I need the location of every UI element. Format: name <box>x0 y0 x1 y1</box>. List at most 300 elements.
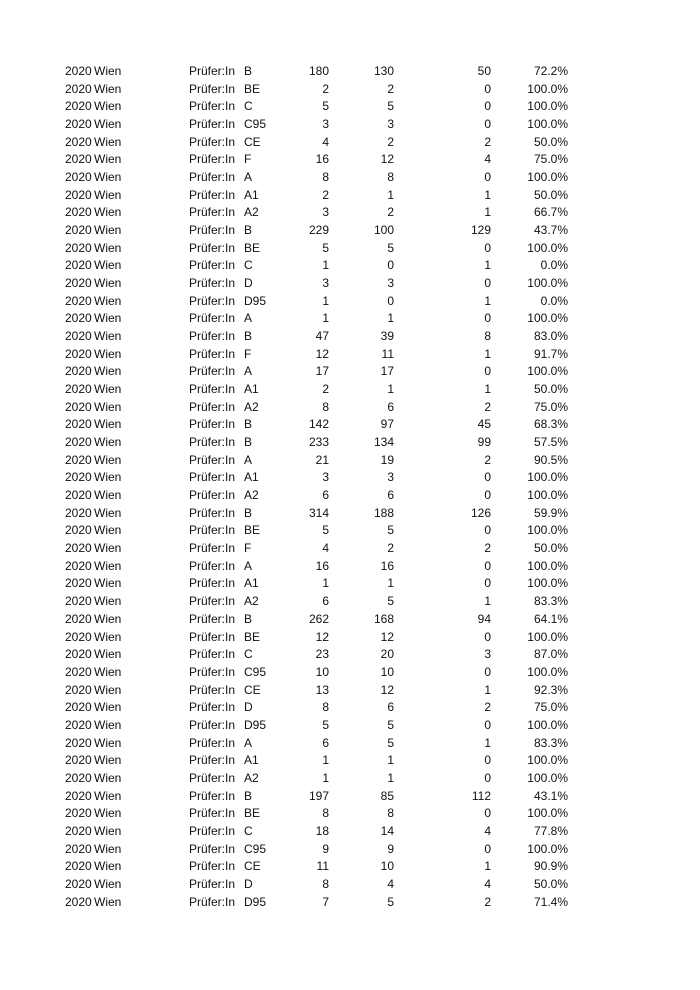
pass-rate-cell: 100.0% <box>527 81 568 96</box>
role-cell: Prüfer:In <box>189 594 236 609</box>
table-row <box>0 752 700 770</box>
license-class-cell: B <box>244 611 253 626</box>
total-count-cell: 314 <box>308 505 329 520</box>
table-row <box>0 63 700 81</box>
total-count-cell: 229 <box>308 223 329 238</box>
license-class-cell: A <box>244 735 253 750</box>
table-row <box>0 540 700 558</box>
city-cell: Wien <box>94 170 122 185</box>
failed-count-cell: 0 <box>484 576 491 591</box>
passed-count-cell: 1 <box>387 187 394 202</box>
role-cell: Prüfer:In <box>189 399 236 414</box>
total-count-cell: 47 <box>315 329 329 344</box>
city-cell: Wien <box>94 558 122 573</box>
table-row <box>0 593 700 611</box>
pass-rate-cell: 83.3% <box>533 594 568 609</box>
role-cell: Prüfer:In <box>189 876 236 891</box>
license-class-cell: B <box>244 329 253 344</box>
pass-rate-cell: 71.4% <box>533 894 568 909</box>
pass-rate-cell: 50.0% <box>533 541 568 556</box>
license-class-cell: D95 <box>244 717 267 732</box>
total-count-cell: 197 <box>308 788 329 803</box>
city-cell: Wien <box>94 664 122 679</box>
role-cell: Prüfer:In <box>189 81 236 96</box>
table-row <box>0 275 700 293</box>
table-row <box>0 735 700 753</box>
license-class-cell: C <box>244 647 253 662</box>
city-cell: Wien <box>94 435 122 450</box>
failed-count-cell: 0 <box>484 753 491 768</box>
role-cell: Prüfer:In <box>189 134 236 149</box>
failed-count-cell: 94 <box>477 611 491 626</box>
table-row <box>0 328 700 346</box>
pass-rate-cell: 100.0% <box>527 753 568 768</box>
role-cell: Prüfer:In <box>189 523 236 538</box>
role-cell: Prüfer:In <box>189 576 236 591</box>
city-cell: Wien <box>94 841 122 856</box>
table-row <box>0 717 700 735</box>
license-class-cell: A2 <box>244 488 259 503</box>
passed-count-cell: 188 <box>373 505 394 520</box>
license-class-cell: BE <box>244 81 261 96</box>
failed-count-cell: 0 <box>484 523 491 538</box>
total-count-cell: 5 <box>322 240 329 255</box>
passed-count-cell: 12 <box>380 152 394 167</box>
pass-rate-cell: 100.0% <box>527 276 568 291</box>
failed-count-cell: 0 <box>484 558 491 573</box>
city-cell: Wien <box>94 894 122 909</box>
license-class-cell: C95 <box>244 841 267 856</box>
year-cell: 2020 <box>65 682 92 697</box>
year-cell: 2020 <box>65 134 92 149</box>
city-cell: Wien <box>94 717 122 732</box>
license-class-cell: BE <box>244 806 261 821</box>
city-cell: Wien <box>94 700 122 715</box>
role-cell: Prüfer:In <box>189 329 236 344</box>
table-row <box>0 841 700 859</box>
table-row <box>0 81 700 99</box>
year-cell: 2020 <box>65 293 92 308</box>
city-cell: Wien <box>94 576 122 591</box>
license-class-cell: BE <box>244 240 261 255</box>
city-cell: Wien <box>94 806 122 821</box>
failed-count-cell: 2 <box>484 399 491 414</box>
failed-count-cell: 0 <box>484 311 491 326</box>
total-count-cell: 2 <box>322 81 329 96</box>
table-row <box>0 664 700 682</box>
year-cell: 2020 <box>65 117 92 132</box>
license-class-cell: A1 <box>244 382 259 397</box>
passed-count-cell: 12 <box>380 682 394 697</box>
role-cell: Prüfer:In <box>189 276 236 291</box>
table-row <box>0 770 700 788</box>
role-cell: Prüfer:In <box>189 806 236 821</box>
city-cell: Wien <box>94 293 122 308</box>
failed-count-cell: 0 <box>484 770 491 785</box>
city-cell: Wien <box>94 205 122 220</box>
total-count-cell: 16 <box>315 152 329 167</box>
pass-rate-cell: 43.7% <box>533 223 568 238</box>
role-cell: Prüfer:In <box>189 823 236 838</box>
pass-rate-cell: 100.0% <box>527 664 568 679</box>
pass-rate-cell: 100.0% <box>527 717 568 732</box>
pass-rate-cell: 64.1% <box>533 611 568 626</box>
passed-count-cell: 9 <box>387 841 394 856</box>
total-count-cell: 17 <box>315 364 329 379</box>
pass-rate-cell: 43.1% <box>533 788 568 803</box>
failed-count-cell: 0 <box>484 170 491 185</box>
passed-count-cell: 97 <box>380 417 394 432</box>
table-row <box>0 98 700 116</box>
license-class-cell: B <box>244 64 253 78</box>
license-class-cell: A1 <box>244 753 259 768</box>
role-cell: Prüfer:In <box>189 682 236 697</box>
pass-rate-cell: 50.0% <box>533 134 568 149</box>
table-row <box>0 575 700 593</box>
total-count-cell: 4 <box>322 134 329 149</box>
role-cell: Prüfer:In <box>189 452 236 467</box>
total-count-cell: 3 <box>322 276 329 291</box>
city-cell: Wien <box>94 417 122 432</box>
table-row <box>0 293 700 311</box>
year-cell: 2020 <box>65 99 92 114</box>
pass-rate-cell: 100.0% <box>527 99 568 114</box>
table-row <box>0 788 700 806</box>
city-cell: Wien <box>94 134 122 149</box>
pass-rate-cell: 75.0% <box>533 399 568 414</box>
license-class-cell: A <box>244 558 253 573</box>
failed-count-cell: 45 <box>477 417 491 432</box>
failed-count-cell: 0 <box>484 470 491 485</box>
failed-count-cell: 0 <box>484 629 491 644</box>
failed-count-cell: 0 <box>484 488 491 503</box>
passed-count-cell: 17 <box>380 364 394 379</box>
table-row <box>0 629 700 647</box>
pass-rate-cell: 50.0% <box>533 876 568 891</box>
license-class-cell: A2 <box>244 399 259 414</box>
city-cell: Wien <box>94 187 122 202</box>
total-count-cell: 1 <box>322 770 329 785</box>
city-cell: Wien <box>94 364 122 379</box>
pass-rate-cell: 50.0% <box>533 187 568 202</box>
role-cell: Prüfer:In <box>189 859 236 874</box>
passed-count-cell: 5 <box>387 735 394 750</box>
year-cell: 2020 <box>65 64 92 78</box>
total-count-cell: 6 <box>322 735 329 750</box>
pass-rate-cell: 66.7% <box>533 205 568 220</box>
role-cell: Prüfer:In <box>189 435 236 450</box>
failed-count-cell: 2 <box>484 452 491 467</box>
passed-count-cell: 1 <box>387 311 394 326</box>
city-cell: Wien <box>94 223 122 238</box>
total-count-cell: 233 <box>308 435 329 450</box>
pass-rate-cell: 100.0% <box>527 240 568 255</box>
pass-rate-cell: 100.0% <box>527 806 568 821</box>
total-count-cell: 142 <box>308 417 329 432</box>
pass-rate-cell: 90.9% <box>533 859 568 874</box>
role-cell: Prüfer:In <box>189 611 236 626</box>
year-cell: 2020 <box>65 841 92 856</box>
year-cell: 2020 <box>65 382 92 397</box>
year-cell: 2020 <box>65 435 92 450</box>
city-cell: Wien <box>94 488 122 503</box>
year-cell: 2020 <box>65 346 92 361</box>
passed-count-cell: 8 <box>387 170 394 185</box>
city-cell: Wien <box>94 770 122 785</box>
table-row <box>0 257 700 275</box>
table-row <box>0 363 700 381</box>
total-count-cell: 3 <box>322 205 329 220</box>
role-cell: Prüfer:In <box>189 558 236 573</box>
role-cell: Prüfer:In <box>189 117 236 132</box>
passed-count-cell: 5 <box>387 523 394 538</box>
failed-count-cell: 1 <box>484 187 491 202</box>
city-cell: Wien <box>94 594 122 609</box>
table-row <box>0 505 700 523</box>
passed-count-cell: 5 <box>387 717 394 732</box>
failed-count-cell: 2 <box>484 134 491 149</box>
table-row <box>0 169 700 187</box>
failed-count-cell: 1 <box>484 682 491 697</box>
total-count-cell: 9 <box>322 841 329 856</box>
city-cell: Wien <box>94 611 122 626</box>
license-class-cell: B <box>244 505 253 520</box>
table-row <box>0 699 700 717</box>
license-class-cell: A2 <box>244 770 259 785</box>
year-cell: 2020 <box>65 859 92 874</box>
passed-count-cell: 12 <box>380 629 394 644</box>
role-cell: Prüfer:In <box>189 99 236 114</box>
passed-count-cell: 4 <box>387 876 394 891</box>
failed-count-cell: 4 <box>484 823 491 838</box>
license-class-cell: A2 <box>244 594 259 609</box>
year-cell: 2020 <box>65 753 92 768</box>
passed-count-cell: 0 <box>387 293 394 308</box>
license-class-cell: C <box>244 258 253 273</box>
city-cell: Wien <box>94 523 122 538</box>
total-count-cell: 11 <box>316 859 329 874</box>
passed-count-cell: 1 <box>387 770 394 785</box>
year-cell: 2020 <box>65 81 92 96</box>
role-cell: Prüfer:In <box>189 488 236 503</box>
total-count-cell: 8 <box>322 700 329 715</box>
failed-count-cell: 0 <box>484 240 491 255</box>
city-cell: Wien <box>94 452 122 467</box>
failed-count-cell: 1 <box>484 594 491 609</box>
year-cell: 2020 <box>65 735 92 750</box>
year-cell: 2020 <box>65 523 92 538</box>
total-count-cell: 5 <box>322 717 329 732</box>
total-count-cell: 8 <box>322 399 329 414</box>
role-cell: Prüfer:In <box>189 187 236 202</box>
failed-count-cell: 1 <box>484 382 491 397</box>
license-class-cell: D <box>244 700 253 715</box>
year-cell: 2020 <box>65 576 92 591</box>
year-cell: 2020 <box>65 152 92 167</box>
pass-rate-cell: 83.3% <box>533 735 568 750</box>
license-class-cell: CE <box>244 859 261 874</box>
passed-count-cell: 1 <box>387 382 394 397</box>
total-count-cell: 1 <box>322 293 329 308</box>
table-row <box>0 682 700 700</box>
city-cell: Wien <box>94 346 122 361</box>
passed-count-cell: 1 <box>387 576 394 591</box>
year-cell: 2020 <box>65 647 92 662</box>
total-count-cell: 1 <box>322 311 329 326</box>
year-cell: 2020 <box>65 894 92 909</box>
pass-rate-cell: 0.0% <box>540 293 568 308</box>
city-cell: Wien <box>94 470 122 485</box>
pass-rate-cell: 68.3% <box>533 417 568 432</box>
pass-rate-cell: 100.0% <box>527 117 568 132</box>
role-cell: Prüfer:In <box>189 541 236 556</box>
city-cell: Wien <box>94 240 122 255</box>
license-class-cell: CE <box>244 682 261 697</box>
table-row <box>0 116 700 134</box>
license-class-cell: F <box>244 152 252 167</box>
role-cell: Prüfer:In <box>189 223 236 238</box>
license-class-cell: A1 <box>244 187 259 202</box>
table-row <box>0 858 700 876</box>
year-cell: 2020 <box>65 629 92 644</box>
year-cell: 2020 <box>65 276 92 291</box>
year-cell: 2020 <box>65 417 92 432</box>
city-cell: Wien <box>94 329 122 344</box>
pass-rate-cell: 100.0% <box>527 488 568 503</box>
total-count-cell: 7 <box>322 894 329 909</box>
data-table <box>0 63 700 911</box>
city-cell: Wien <box>94 505 122 520</box>
license-class-cell: A2 <box>244 205 259 220</box>
license-class-cell: C95 <box>244 664 267 679</box>
license-class-cell: BE <box>244 629 261 644</box>
license-class-cell: F <box>244 541 252 556</box>
failed-count-cell: 0 <box>484 806 491 821</box>
pass-rate-cell: 72.2% <box>533 64 568 78</box>
city-cell: Wien <box>94 311 122 326</box>
failed-count-cell: 0 <box>484 841 491 856</box>
role-cell: Prüfer:In <box>189 64 236 78</box>
total-count-cell: 8 <box>322 170 329 185</box>
table-row <box>0 151 700 169</box>
license-class-cell: D95 <box>244 293 267 308</box>
city-cell: Wien <box>94 399 122 414</box>
table-row <box>0 381 700 399</box>
pass-rate-cell: 59.9% <box>533 505 568 520</box>
role-cell: Prüfer:In <box>189 382 236 397</box>
role-cell: Prüfer:In <box>189 258 236 273</box>
total-count-cell: 8 <box>322 876 329 891</box>
license-class-cell: BE <box>244 523 261 538</box>
year-cell: 2020 <box>65 205 92 220</box>
city-cell: Wien <box>94 647 122 662</box>
year-cell: 2020 <box>65 311 92 326</box>
passed-count-cell: 130 <box>373 64 394 78</box>
failed-count-cell: 2 <box>484 541 491 556</box>
passed-count-cell: 168 <box>373 611 394 626</box>
total-count-cell: 6 <box>322 488 329 503</box>
pass-rate-cell: 90.5% <box>533 452 568 467</box>
year-cell: 2020 <box>65 770 92 785</box>
passed-count-cell: 10 <box>380 664 394 679</box>
pass-rate-cell: 92.3% <box>533 682 568 697</box>
pass-rate-cell: 100.0% <box>527 629 568 644</box>
role-cell: Prüfer:In <box>189 346 236 361</box>
failed-count-cell: 0 <box>484 664 491 679</box>
year-cell: 2020 <box>65 223 92 238</box>
passed-count-cell: 1 <box>387 753 394 768</box>
total-count-cell: 1 <box>322 576 329 591</box>
city-cell: Wien <box>94 258 122 273</box>
year-cell: 2020 <box>65 240 92 255</box>
year-cell: 2020 <box>65 876 92 891</box>
role-cell: Prüfer:In <box>189 417 236 432</box>
license-class-cell: A1 <box>244 576 259 591</box>
table-row <box>0 399 700 417</box>
license-class-cell: B <box>244 223 253 238</box>
passed-count-cell: 100 <box>373 223 394 238</box>
failed-count-cell: 50 <box>477 64 491 78</box>
failed-count-cell: 3 <box>484 647 491 662</box>
failed-count-cell: 1 <box>484 859 491 874</box>
role-cell: Prüfer:In <box>189 841 236 856</box>
role-cell: Prüfer:In <box>189 364 236 379</box>
passed-count-cell: 5 <box>387 594 394 609</box>
pass-rate-cell: 87.0% <box>533 647 568 662</box>
total-count-cell: 8 <box>322 806 329 821</box>
role-cell: Prüfer:In <box>189 170 236 185</box>
failed-count-cell: 2 <box>484 700 491 715</box>
table-row <box>0 240 700 258</box>
license-class-cell: D <box>244 876 253 891</box>
role-cell: Prüfer:In <box>189 770 236 785</box>
passed-count-cell: 0 <box>387 258 394 273</box>
pass-rate-cell: 100.0% <box>527 470 568 485</box>
year-cell: 2020 <box>65 488 92 503</box>
passed-count-cell: 5 <box>387 894 394 909</box>
failed-count-cell: 2 <box>484 894 491 909</box>
city-cell: Wien <box>94 541 122 556</box>
table-row <box>0 876 700 894</box>
license-class-cell: B <box>244 435 253 450</box>
total-count-cell: 16 <box>315 558 329 573</box>
total-count-cell: 6 <box>322 594 329 609</box>
total-count-cell: 4 <box>322 541 329 556</box>
role-cell: Prüfer:In <box>189 152 236 167</box>
city-cell: Wien <box>94 152 122 167</box>
total-count-cell: 5 <box>322 523 329 538</box>
city-cell: Wien <box>94 876 122 891</box>
failed-count-cell: 0 <box>484 717 491 732</box>
year-cell: 2020 <box>65 258 92 273</box>
year-cell: 2020 <box>65 329 92 344</box>
passed-count-cell: 5 <box>387 240 394 255</box>
license-class-cell: A <box>244 452 253 467</box>
license-class-cell: B <box>244 788 253 803</box>
city-cell: Wien <box>94 735 122 750</box>
failed-count-cell: 112 <box>471 788 491 803</box>
total-count-cell: 2 <box>322 187 329 202</box>
license-class-cell: D <box>244 276 253 291</box>
city-cell: Wien <box>94 64 122 78</box>
role-cell: Prüfer:In <box>189 311 236 326</box>
license-class-cell: D95 <box>244 894 267 909</box>
failed-count-cell: 0 <box>484 99 491 114</box>
failed-count-cell: 0 <box>484 117 491 132</box>
failed-count-cell: 8 <box>484 329 491 344</box>
table-row <box>0 310 700 328</box>
passed-count-cell: 3 <box>387 117 394 132</box>
